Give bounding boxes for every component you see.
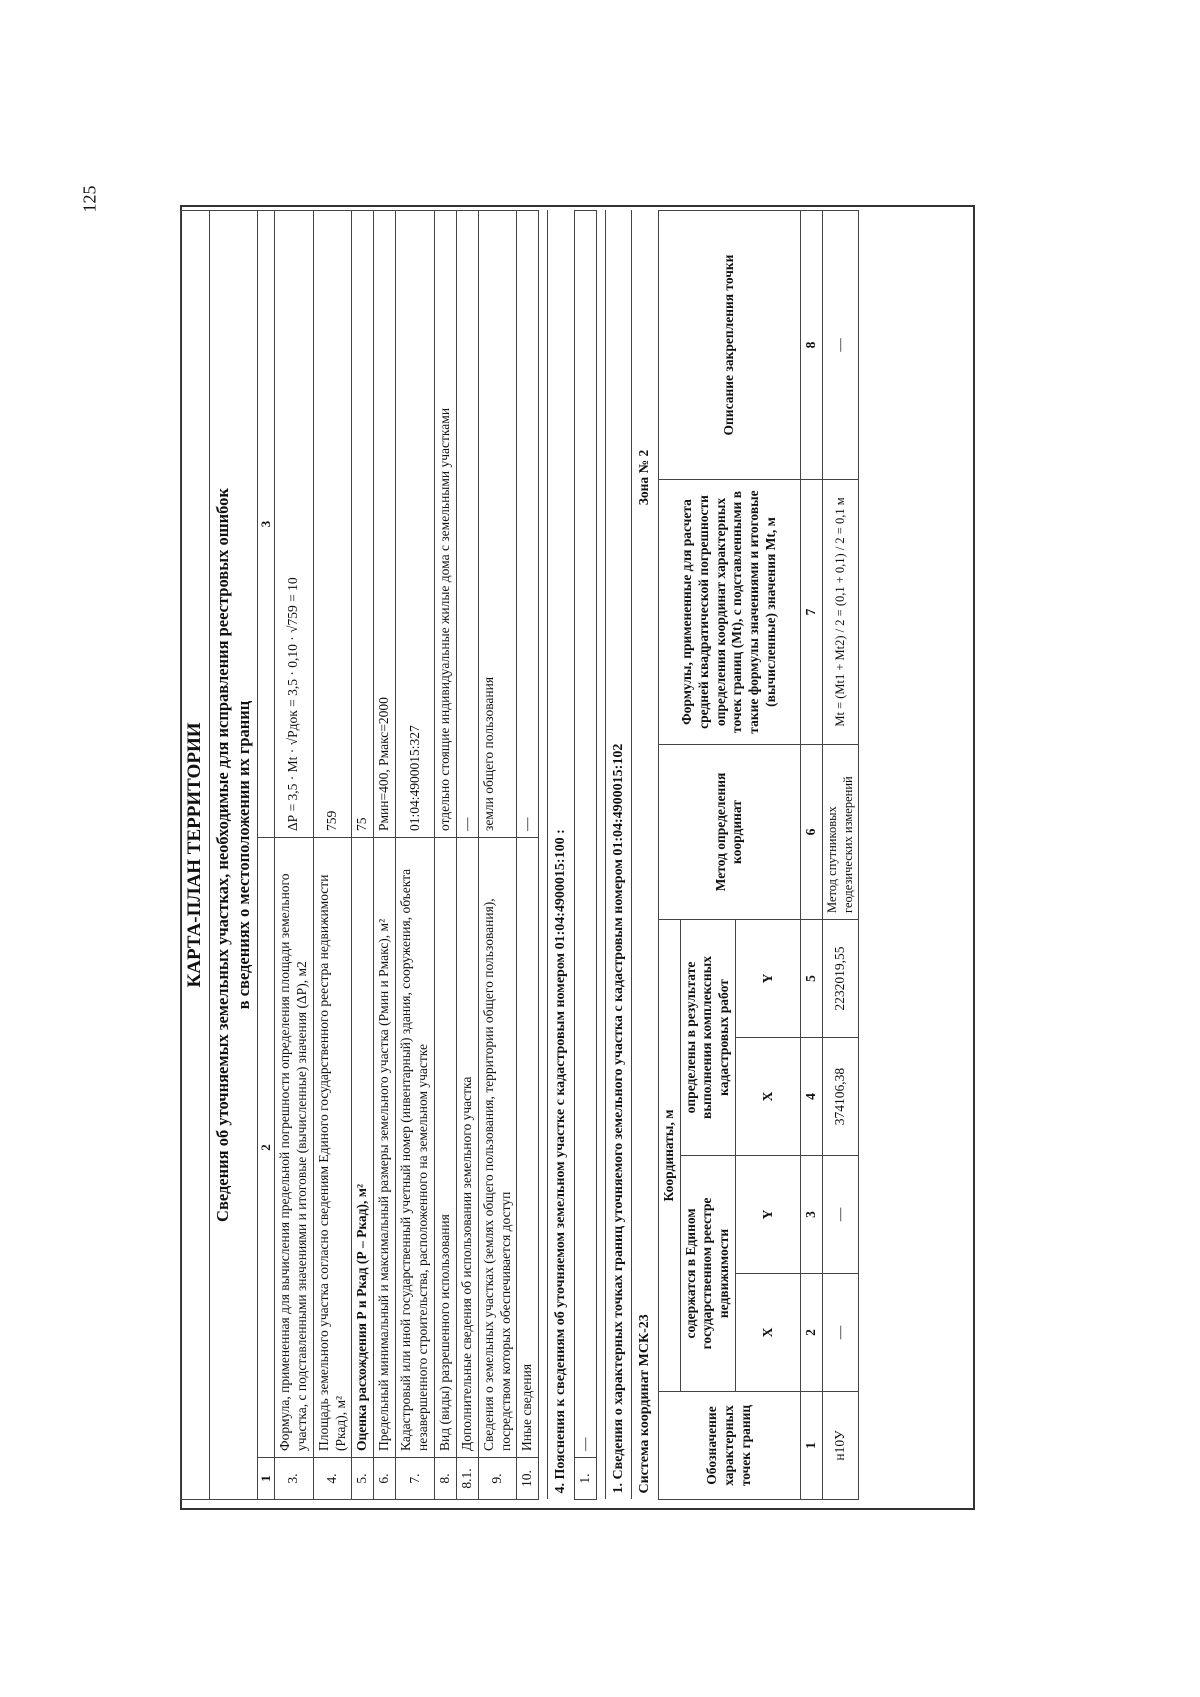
col-number-7: 7 — [801, 480, 823, 745]
subtitle-line-2: в сведениях о местоположении их границ — [234, 700, 254, 1010]
row-number: 9. — [478, 1458, 517, 1500]
column-number-row — [257, 211, 274, 1500]
table-row — [396, 211, 435, 1500]
row-value: 759 — [313, 211, 352, 838]
formula-value: Mt = (Mt1 + Mt2) / 2 = (0,1 + 0,1) / 2 = 0,1 м — [823, 480, 859, 745]
table-row — [434, 211, 456, 1500]
row-label: Дополнительные сведения об использовании земельного участка — [456, 838, 478, 1458]
col-number-1: 1 — [801, 1392, 823, 1500]
col-header-3: 3 — [257, 211, 274, 838]
x-works-value: 374106,38 — [823, 1038, 859, 1156]
column-number-row — [801, 211, 823, 1500]
row-value: Рмин=400, Рмакс=2000 — [374, 211, 396, 838]
row-value: 75 — [352, 211, 374, 838]
row-label: Иные сведения — [517, 838, 539, 1458]
table-row — [823, 211, 859, 1500]
col-number-6: 6 — [801, 745, 823, 920]
header-egrn: содержатся в Едином государственном реестре недвижимости — [680, 1156, 736, 1392]
row-number: 7. — [396, 1458, 435, 1500]
point-designation: н10У — [823, 1392, 859, 1500]
row-value: ΔР = 3,5 · Мt · √Pдок = 3,5 · 0,10 · √759 = 10 — [274, 211, 313, 838]
zone-label: Зона № 2 — [632, 211, 659, 745]
row-number: 4. — [313, 1458, 352, 1500]
table-row — [374, 211, 396, 1500]
fixing-value: — — [823, 211, 859, 480]
table-row — [313, 211, 352, 1500]
row-number: 3. — [274, 1458, 313, 1500]
header-y-works: Y — [736, 920, 801, 1038]
sheet-content — [180, 210, 975, 1500]
x-egrn-value: — — [823, 1274, 859, 1392]
row-label: Площадь земельного участка согласно сведениям Единого государственного реестра недвижимости (Ркад), м² — [313, 838, 352, 1458]
header-fixing: Описание закрепления точки — [658, 211, 801, 480]
rotated-sheet — [180, 205, 975, 1510]
header-formula: Формулы, примененные для расчета средней квадратической погрешности определения координат характерных точек границ (Mt), с подставленными в такие формулы значениями и итоговые (вычисленные) значения Mt, м — [658, 480, 801, 745]
table-row — [456, 211, 478, 1500]
y-works-value: 2232019,55 — [823, 920, 859, 1038]
row-value: — — [574, 211, 596, 1458]
row-value: — — [517, 211, 539, 838]
row-value: земли общего пользования — [478, 211, 517, 838]
row-number: 6. — [374, 1458, 396, 1500]
row-label: Формула, примененная для вычисления предельной погрешности определения площади земельного участка, с подставленными значениями и итоговые (вычисленные) значения (ΔР), м2 — [274, 838, 313, 1458]
table-row — [478, 211, 517, 1500]
col-number-3: 3 — [801, 1156, 823, 1274]
points-section-title: 1. Сведения о характерных точках границ уточняемого земельного участка с кадастровым номером 01:04:4900015:102 — [605, 211, 632, 1500]
page-number: 125 — [79, 185, 100, 213]
table-row — [574, 211, 596, 1500]
info-table — [180, 210, 539, 1500]
row-value: отдельно стоящие индивидуальные жилые дома с земельными участками — [434, 211, 456, 838]
header-designation: Обозначение характерных точек границ — [658, 1392, 801, 1500]
coordinate-system: Система координат МСК-23 — [632, 745, 659, 1500]
row-label: Предельный минимальный и максимальный размеры земельного участка (Рмин и Рмакс), м² — [374, 838, 396, 1458]
method-value: Метод спутниковых геодезических измерений — [823, 745, 859, 920]
row-label: Сведения о земельных участках (землях общего пользования, территории общего пользования), посредством которых обеспечивается доступ — [478, 838, 517, 1458]
table-row — [352, 211, 374, 1500]
header-method: Метод определения координат — [658, 745, 801, 920]
col-number-8: 8 — [801, 211, 823, 480]
section-4-table — [547, 210, 596, 1500]
document-title: КАРТА-ПЛАН ТЕРРИТОРИИ — [181, 211, 210, 1500]
header-coordinates: Координаты, м — [658, 920, 680, 1392]
col-number-4: 4 — [801, 1038, 823, 1156]
row-number: 8.1. — [456, 1458, 478, 1500]
row-number: 10. — [517, 1458, 539, 1500]
document-subtitle — [209, 211, 257, 1500]
table-row — [274, 211, 313, 1500]
table-row — [517, 211, 539, 1500]
header-x-egrn: X — [736, 1274, 801, 1392]
header-y-egrn: Y — [736, 1156, 801, 1274]
col-number-5: 5 — [801, 920, 823, 1038]
col-header-2: 2 — [257, 838, 274, 1458]
row-number: 5. — [352, 1458, 374, 1500]
col-header-1: 1 — [257, 1458, 274, 1500]
header-x-works: X — [736, 1038, 801, 1156]
subtitle-line-1: Сведения об уточняемых земельных участках, необходимые для исправления реестровых ошибок — [212, 488, 232, 1222]
header-works: определены в результате выполнения комплексных кадастровых работ — [680, 920, 736, 1156]
row-label: Вид (виды) разрешенного использования — [434, 838, 456, 1458]
row-label: Оценка расхождения Р и Ркад (Р – Ркад), м² — [352, 838, 374, 1458]
y-egrn-value: — — [823, 1156, 859, 1274]
row-number: 8. — [434, 1458, 456, 1500]
col-number-2: 2 — [801, 1274, 823, 1392]
row-label: Кадастровый или иной государственный учетный номер (инвентарный) здания, сооружения, объекта незавершенного строительства, расположенного на земельном участке — [396, 838, 435, 1458]
points-table — [605, 210, 860, 1500]
row-number: 1. — [574, 1458, 596, 1500]
section-4-title: 4. Пояснения к сведениям об уточняемом земельном участке с кадастровым номером 01:04:4900015:100 : — [548, 211, 575, 1500]
row-value: — — [456, 211, 478, 838]
row-value: 01:04:4900015:327 — [396, 211, 435, 838]
